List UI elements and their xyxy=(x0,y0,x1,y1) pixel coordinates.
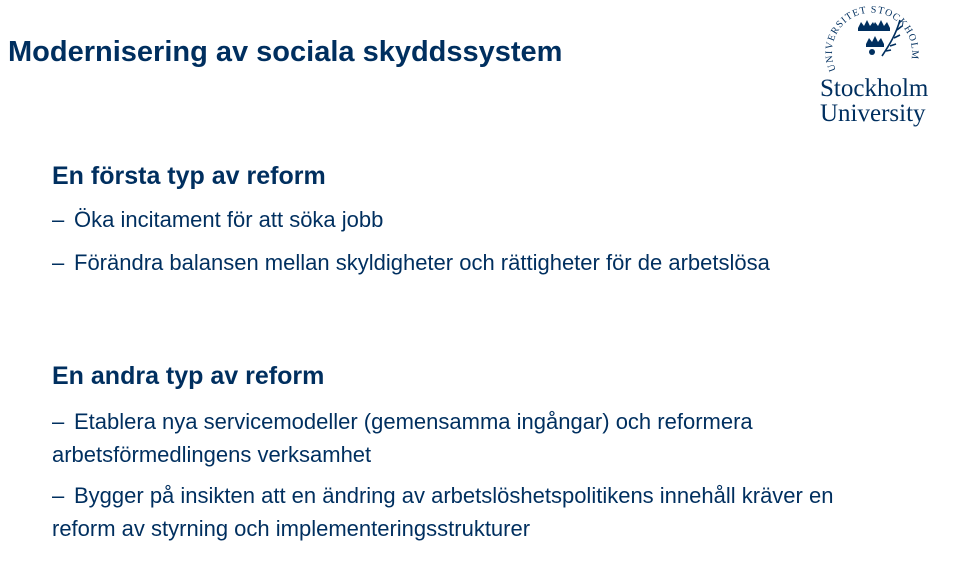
dash-bullet: – xyxy=(52,409,65,434)
bullet-item xyxy=(52,246,892,279)
university-seal-icon xyxy=(812,4,958,74)
bullet-text: Etablera nya servicemodeller (gemensamma ingångar) och reformera arbetsförmedlingens verksamhet xyxy=(52,409,753,467)
logo-name-line1: Stockholm xyxy=(820,75,929,102)
svg-text:UNIVERSITET STOCKHOLM xyxy=(824,4,920,72)
bullet-item xyxy=(52,405,892,471)
dash-bullet: – xyxy=(52,207,65,232)
bullet-text: Öka incitament för att söka jobb xyxy=(74,207,384,232)
slide-title: Modernisering av sociala skyddssystem xyxy=(8,36,563,68)
dash-bullet: – xyxy=(52,483,65,508)
logo-wordmark xyxy=(820,76,928,126)
stockholm-university-logo xyxy=(812,4,958,128)
bullet-text: Förändra balansen mellan skyldigheter och rättigheter för de arbetslösa xyxy=(74,250,770,275)
bullet-item xyxy=(52,479,892,545)
bullet-text: Bygger på insikten att en ändring av arbetslöshetspolitikens innehåll kräver en reform av styrning och implementeringsstrukturer xyxy=(52,483,834,541)
dash-bullet: – xyxy=(52,250,65,275)
section-heading-2: En andra typ av reform xyxy=(52,362,325,390)
bullet-item xyxy=(52,203,892,236)
section-heading-1: En första typ av reform xyxy=(52,162,326,190)
seal-text: UNIVERSITET STOCKHOLM xyxy=(823,4,921,73)
logo-name-line2: University xyxy=(820,100,926,127)
